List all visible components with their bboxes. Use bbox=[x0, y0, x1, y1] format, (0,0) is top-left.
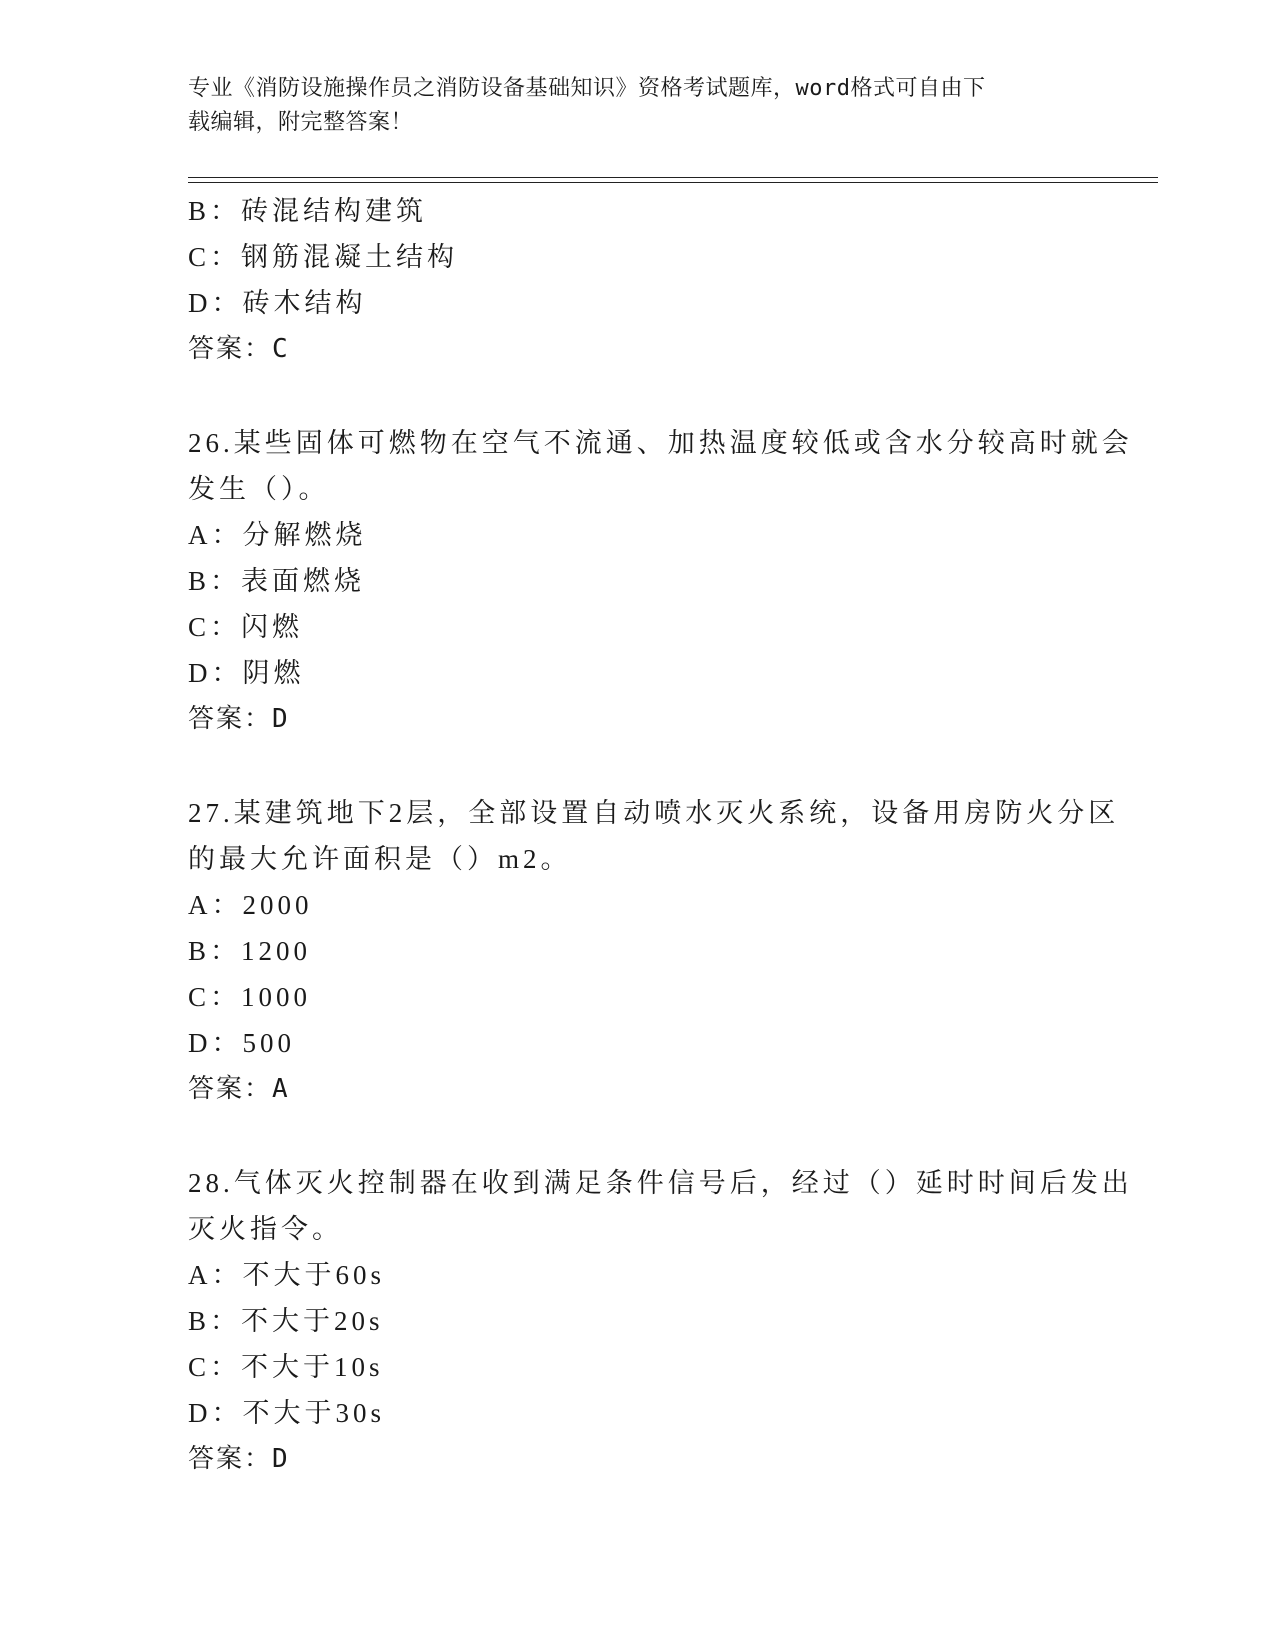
option-c: C：钢筋混凝土结构 bbox=[188, 242, 459, 272]
question-text-line-2: 的最大允许面积是（）m2。 bbox=[188, 844, 572, 874]
header-line-1: 专业《消防设施操作员之消防设备基础知识》资格考试题库，word格式可自由下 bbox=[188, 76, 986, 101]
question-text-line-2: 灭火指令。 bbox=[188, 1214, 343, 1244]
option-b: B：不大于20s bbox=[188, 1306, 384, 1336]
option-d: D：砖木结构 bbox=[188, 288, 367, 318]
question-25-partial bbox=[188, 188, 1088, 372]
question-27 bbox=[188, 790, 1120, 1112]
question-26 bbox=[188, 420, 1133, 742]
question-text-line-1: 27.某建筑地下2层，全部设置自动喷水灭火系统，设备用房防火分区 bbox=[188, 798, 1120, 828]
answer-label: 答案：D bbox=[188, 1444, 290, 1474]
option-b: B：1200 bbox=[188, 936, 312, 966]
option-b: B：砖混结构建筑 bbox=[188, 196, 428, 226]
option-c: C：不大于10s bbox=[188, 1352, 384, 1382]
option-a: A：不大于60s bbox=[188, 1260, 386, 1290]
question-text-line-1: 28.气体灭火控制器在收到满足条件信号后，经过（）延时时间后发出 bbox=[188, 1168, 1133, 1198]
header-line-2: 载编辑，附完整答案！ bbox=[188, 110, 414, 135]
option-a: A：分解燃烧 bbox=[188, 520, 367, 550]
question-text-line-2: 发生（）。 bbox=[188, 474, 330, 504]
answer-label: 答案：A bbox=[188, 1074, 290, 1104]
option-b: B：表面燃烧 bbox=[188, 566, 366, 596]
question-28 bbox=[188, 1160, 1133, 1482]
option-d: D：500 bbox=[188, 1028, 295, 1058]
question-text-line-1: 26.某些固体可燃物在空气不流通、加热温度较低或含水分较高时就会 bbox=[188, 428, 1133, 458]
option-c: C：1000 bbox=[188, 982, 312, 1012]
option-a: A：2000 bbox=[188, 890, 313, 920]
document-header bbox=[188, 72, 1068, 140]
header-divider-top bbox=[188, 177, 1158, 178]
answer-label: 答案：C bbox=[188, 334, 290, 364]
answer-label: 答案：D bbox=[188, 704, 290, 734]
option-d: D：阴燃 bbox=[188, 658, 305, 688]
question-list bbox=[188, 188, 1133, 1482]
option-d: D：不大于30s bbox=[188, 1398, 386, 1428]
header-divider-bottom bbox=[188, 182, 1158, 183]
option-c: C：闪燃 bbox=[188, 612, 304, 642]
